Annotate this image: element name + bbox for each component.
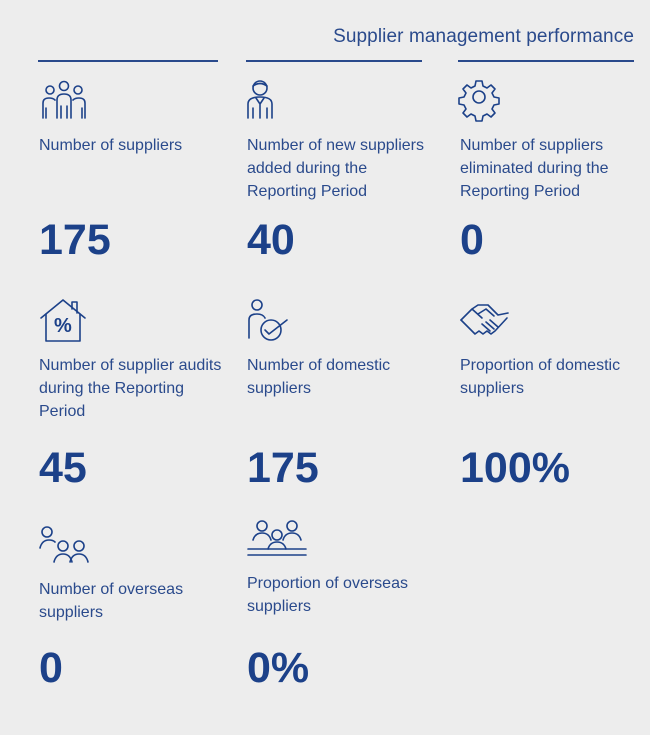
metric-value: 40 bbox=[247, 216, 295, 264]
people-table-icon bbox=[247, 516, 307, 562]
divider bbox=[458, 60, 634, 62]
metric-value: 45 bbox=[39, 444, 87, 492]
metric-label: Number of new suppliers added during the Reporting Period bbox=[247, 137, 424, 200]
metric-label: Number of domestic suppliers bbox=[247, 357, 391, 397]
metric-label: Proportion of overseas suppliers bbox=[247, 575, 408, 615]
metric-value: 175 bbox=[247, 444, 319, 492]
metric-value: 175 bbox=[39, 216, 111, 264]
metric-value: 0 bbox=[39, 644, 63, 692]
metric-overseas-suppliers bbox=[39, 522, 229, 702]
metric-value: 100% bbox=[460, 444, 570, 492]
metric-value: 0% bbox=[247, 644, 310, 692]
metric-proportion-domestic bbox=[460, 298, 650, 498]
metric-supplier-audits bbox=[39, 298, 229, 498]
divider bbox=[38, 60, 218, 62]
person-check-icon bbox=[247, 298, 297, 344]
metric-label: Proportion of domestic suppliers bbox=[460, 357, 621, 397]
people-group-icon bbox=[39, 78, 89, 124]
metric-domestic-suppliers bbox=[247, 298, 437, 498]
divider bbox=[246, 60, 422, 62]
metric-suppliers-eliminated bbox=[460, 78, 650, 268]
gear-icon bbox=[460, 78, 510, 124]
metric-label: Number of supplier audits during the Reporting Period bbox=[39, 357, 222, 420]
metric-label: Number of suppliers bbox=[39, 137, 183, 154]
people-trio-icon bbox=[39, 522, 89, 568]
metric-value: 0 bbox=[460, 216, 484, 264]
person-icon bbox=[247, 78, 297, 124]
page-title: Supplier management performance bbox=[333, 26, 634, 47]
metric-new-suppliers bbox=[247, 78, 437, 268]
metric-proportion-overseas bbox=[247, 516, 437, 702]
metric-label: Number of overseas suppliers bbox=[39, 581, 184, 621]
handshake-icon bbox=[460, 298, 510, 344]
house-percent-icon bbox=[39, 298, 89, 344]
metric-label: Number of suppliers eliminated during the Reporting Period bbox=[460, 137, 609, 200]
metric-number-of-suppliers bbox=[39, 78, 229, 268]
svg-text:%: % bbox=[54, 315, 72, 337]
